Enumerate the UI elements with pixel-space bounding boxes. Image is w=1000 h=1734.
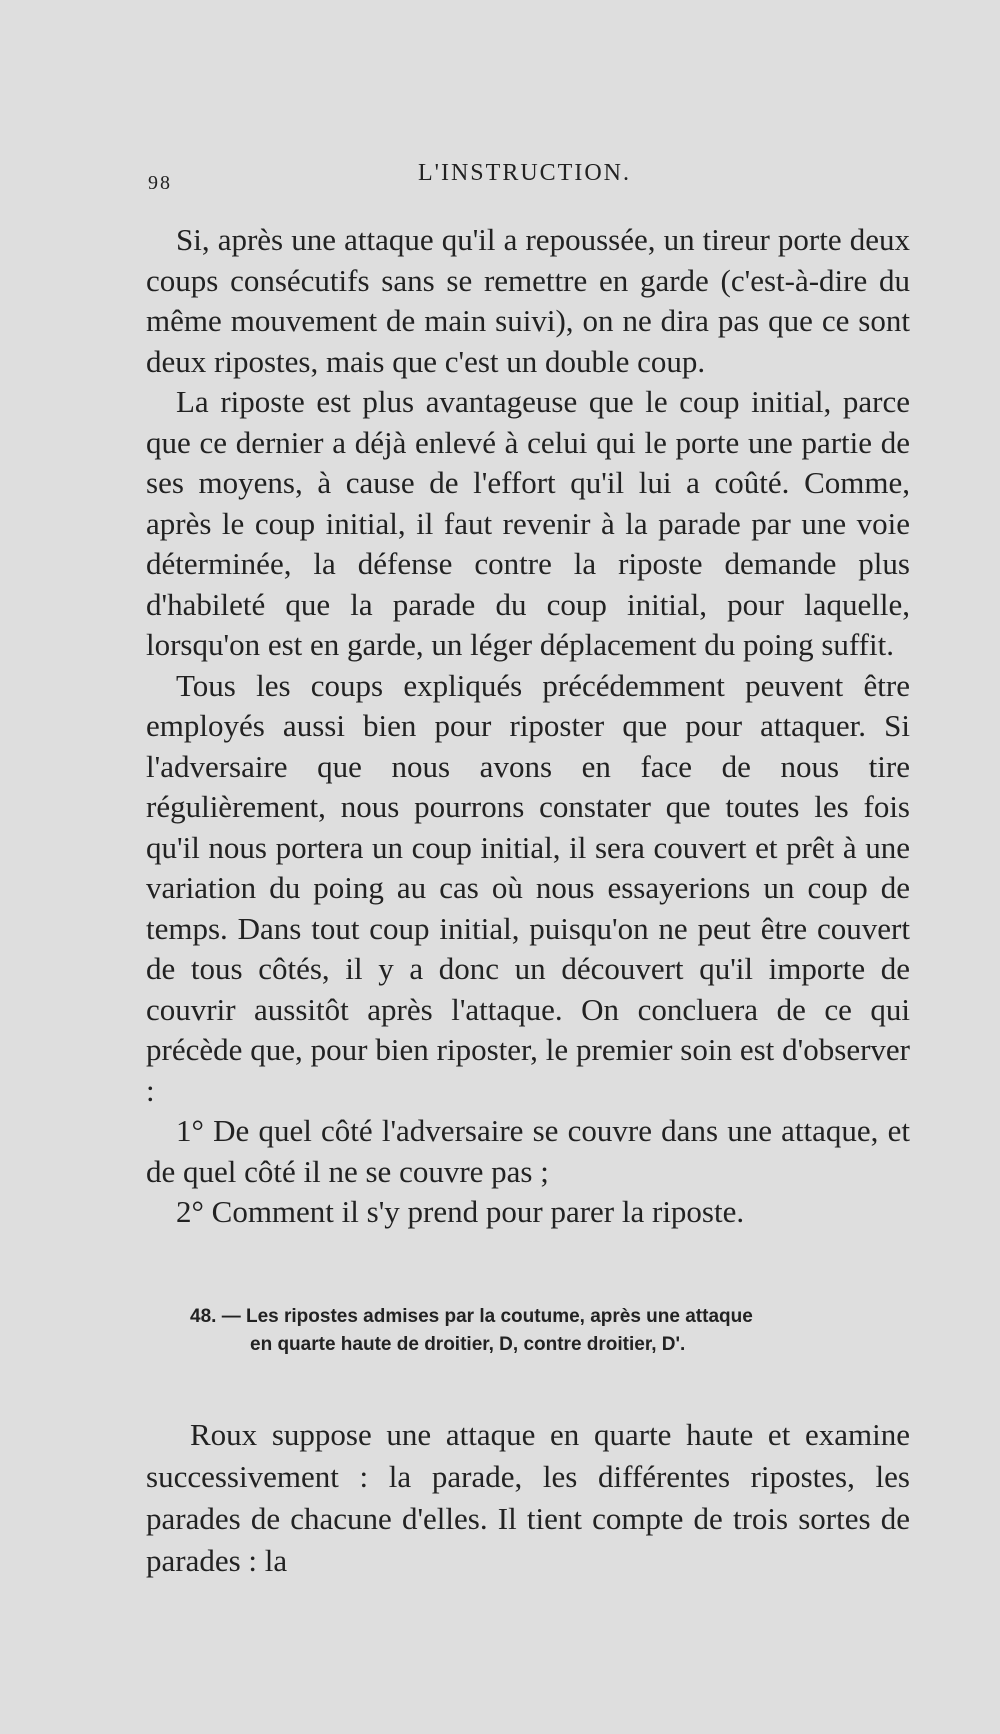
paragraph-3: Tous les coups expliqués précédemment peuvent être employés aussi bien pour riposter que pour attaquer. Si l'adversaire que nous avons en face de nous tire régulièrement, nous pourrons constater que toutes les fois qu'il nous portera un coup initial, il sera couvert et prêt à une variation du poing au cas où nous essayerions un coup de temps. Dans tout coup initial, puisqu'on ne peut être couvert de tous côtés, il y a donc un découvert qu'il importe de couvrir aussitôt après l'attaque. On concluera de ce qui précède que, pour bien riposter, le premier soin est d'observer :	[146, 667, 910, 1108]
paragraph-2: La riposte est plus avantageuse que le coup initial, parce que ce dernier a déjà enlevé à celui qui le porte une partie de ses moyens, à cause de l'effort qu'il lui a coûté. Comme, après le coup initial, il faut revenir à la parade par une voie déterminée, la défense contre la riposte demande plus d'habileté que la parade du coup initial, pour laquelle, lorsqu'on est en garde, un léger déplacement du poing suffit.	[146, 384, 910, 662]
page-header	[148, 160, 868, 200]
paragraph-1: Si, après une attaque qu'il a repoussée, un tireur porte deux coups consécutifs sans se remettre en garde (c'est-à-dire du même mouvement de main suivi), on ne dira pas que ce sont deux ripostes, mais que c'est un double coup.	[146, 222, 910, 379]
section-heading-line-2: en quarte haute de droitier, D, contre droitier, D'.	[250, 1333, 686, 1355]
list-item: 2° Comment il s'y prend pour parer la riposte.	[176, 1194, 745, 1229]
section-heading-line-1: 48. — Les ripostes admises par la coutume, après une attaque	[190, 1305, 753, 1327]
list-item: 1° De quel côté l'adversaire se couvre dans une attaque, et de quel côté il ne se couvre pas ;	[146, 1113, 910, 1189]
page-body	[146, 220, 910, 1582]
page-number: 98	[148, 172, 172, 194]
observation-list	[146, 1111, 910, 1233]
section-paragraph: Roux suppose une attaque en quarte haute et examine successivement : la parade, les différentes ripostes, les parades de chacune d'elles. Il tient compte de trois sortes de parades : la	[146, 1416, 910, 1578]
section-heading	[190, 1303, 910, 1359]
running-head: L'INSTRUCTION.	[418, 160, 631, 186]
